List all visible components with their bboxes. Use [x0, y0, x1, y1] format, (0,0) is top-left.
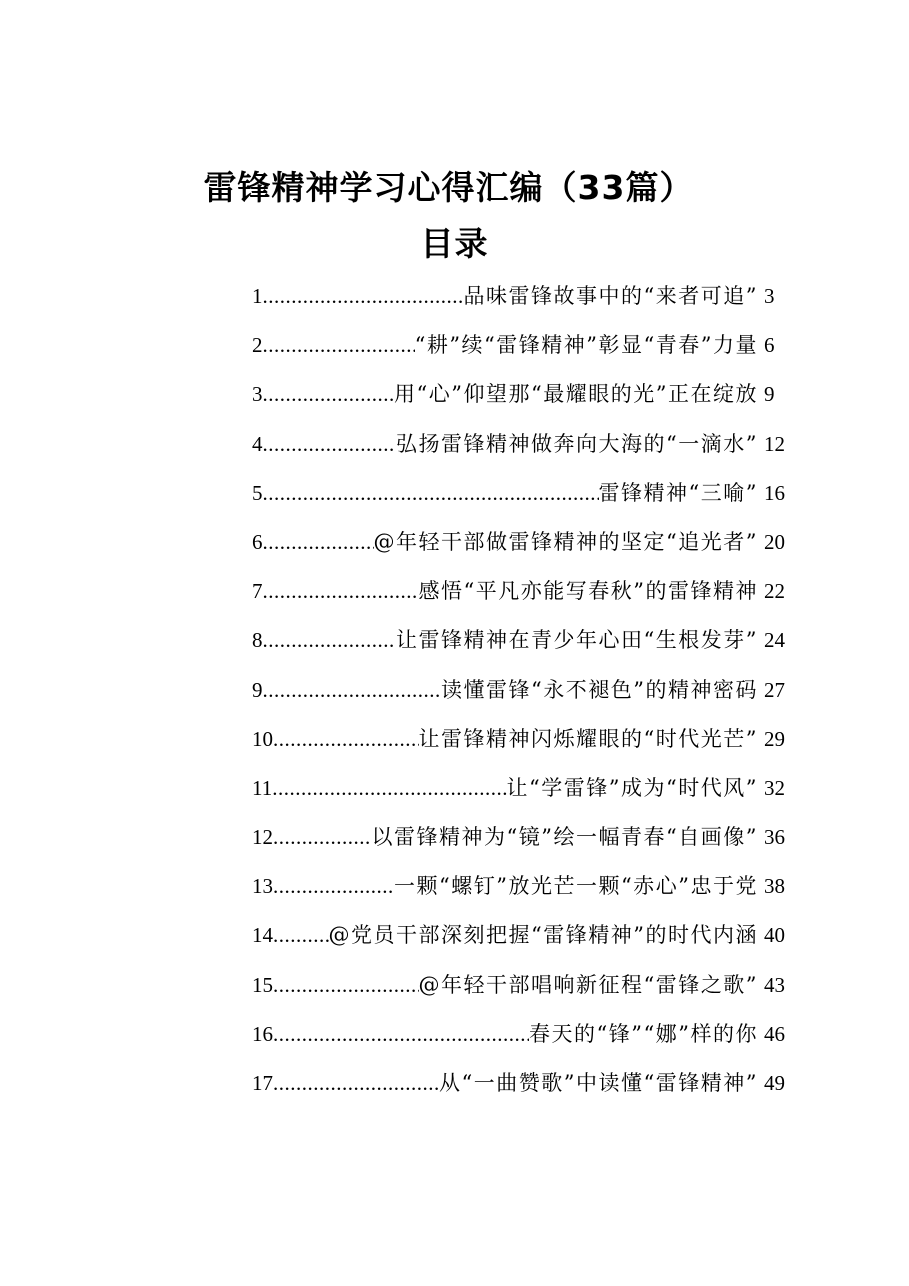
- toc-entry-number: 2: [252, 333, 263, 358]
- toc-entry[interactable]: [252, 622, 788, 671]
- toc-entry[interactable]: [252, 672, 788, 721]
- toc-entry-number: 12: [252, 825, 273, 850]
- toc-entry-title: 读懂雷锋“永不褪色”的精神密码: [441, 677, 758, 702]
- toc-entry-number: 14: [252, 923, 273, 948]
- toc-dot-leader: [263, 426, 397, 462]
- toc-dot-leader: [263, 278, 464, 314]
- toc-dot-leader: [273, 819, 372, 855]
- toc-entry[interactable]: [252, 426, 788, 475]
- toc-entry-number: 4: [252, 431, 263, 456]
- toc-dot-leader: [263, 327, 415, 363]
- toc-entry[interactable]: [252, 376, 788, 425]
- toc-entry-page: 12: [764, 431, 785, 456]
- toc-entry[interactable]: [252, 278, 788, 327]
- toc-dot-leader: [263, 622, 397, 658]
- toc-entry[interactable]: [252, 819, 788, 868]
- toc-heading: 目录: [420, 224, 489, 263]
- toc-dot-leader: [273, 1016, 529, 1052]
- toc-entry-number: 10: [252, 726, 273, 751]
- toc-entry-page: 46: [764, 1021, 785, 1046]
- toc-dot-leader: [273, 1065, 439, 1101]
- toc-entry[interactable]: [252, 573, 788, 622]
- toc-entry[interactable]: [252, 967, 788, 1016]
- toc-entry-title: 让雷锋精神在青少年心田“生根发芽”: [396, 628, 758, 653]
- toc-entry[interactable]: [252, 327, 788, 376]
- toc-entry-title: @年轻干部做雷锋精神的坚定“追光者”: [373, 529, 758, 554]
- toc-entry-number: 9: [252, 677, 263, 702]
- toc-dot-leader: [272, 770, 506, 806]
- toc-entry-title: “耕”续“雷锋精神”彰显“青春”力量: [414, 333, 758, 358]
- toc-entry-title: 春天的“锋”“娜”样的你: [529, 1021, 758, 1046]
- toc-dot-leader: [263, 672, 442, 708]
- toc-entry-title: 雷锋精神“三喻”: [598, 480, 758, 505]
- toc-entry-page: 36: [764, 825, 785, 850]
- toc-entry-page: 40: [764, 923, 785, 948]
- toc-entry-title: 一颗“螺钉”放光芒一颗“赤心”忠于党: [394, 874, 758, 899]
- toc-dot-leader: [263, 524, 374, 560]
- toc-entry-title: 让雷锋精神闪烁耀眼的“时代光芒”: [418, 726, 758, 751]
- toc-entry-title: 弘扬雷锋精神做奔向大海的“一滴水”: [396, 431, 758, 456]
- toc-entry-number: 3: [252, 382, 263, 407]
- toc-entry[interactable]: [252, 868, 788, 917]
- toc-entry-number: 7: [252, 579, 263, 604]
- toc-entry-number: 15: [252, 972, 273, 997]
- toc-entry-page: 29: [764, 726, 785, 751]
- toc-entry-title: 用“心”仰望那“最耀眼的光”正在绽放: [394, 382, 758, 407]
- toc-entry-page: 27: [764, 677, 785, 702]
- toc-entry-page: 43: [764, 972, 785, 997]
- toc-dot-leader: [273, 917, 329, 953]
- document-title: 雷锋精神学习心得汇编（33篇）: [203, 168, 694, 207]
- toc-entry-number: 1: [252, 284, 263, 308]
- toc-entry-page: 9: [764, 382, 775, 407]
- toc-entry-page: 22: [764, 579, 785, 604]
- toc-entry[interactable]: [252, 1065, 788, 1114]
- toc-dot-leader: [263, 573, 419, 609]
- toc-entry[interactable]: [252, 917, 788, 966]
- toc-entry-title: 感悟“平凡亦能写春秋”的雷锋精神: [418, 579, 758, 604]
- toc-dot-leader: [273, 868, 394, 904]
- toc-entry-title: @年轻干部唱响新征程“雷锋之歌”: [418, 972, 758, 997]
- toc-entry[interactable]: [252, 721, 788, 770]
- toc-entry-number: 17: [252, 1071, 273, 1095]
- toc-entry-number: 16: [252, 1021, 273, 1046]
- toc-entry[interactable]: [252, 1016, 788, 1065]
- toc-entry-number: 6: [252, 529, 263, 554]
- toc-entry-title: @党员干部深刻把握“雷锋精神”的时代内涵: [328, 923, 758, 948]
- toc-entry-page: 24: [764, 628, 785, 653]
- toc-entry-number: 11: [252, 775, 273, 800]
- toc-entry-title: 以雷锋精神为“镜”绘一幅青春“自画像”: [371, 825, 758, 850]
- toc-entry-title: 让“学雷锋”成为“时代风”: [506, 775, 758, 800]
- toc-entry[interactable]: [252, 475, 788, 524]
- toc-entry-number: 5: [252, 480, 263, 505]
- toc-dot-leader: [263, 475, 599, 511]
- toc-dot-leader: [273, 721, 419, 757]
- toc-dot-leader: [273, 967, 419, 1003]
- toc-entry-page: 49: [764, 1071, 785, 1095]
- toc-entry-number: 13: [252, 874, 273, 899]
- toc-entry-page: 38: [764, 874, 785, 899]
- toc-entry-page: 16: [764, 480, 785, 505]
- toc-dot-leader: [263, 376, 395, 412]
- table-of-contents: [252, 278, 788, 1114]
- toc-entry[interactable]: [252, 524, 788, 573]
- toc-entry-page: 32: [764, 775, 785, 800]
- toc-entry-title: 品味雷锋故事中的“来者可追”: [463, 284, 758, 308]
- toc-entry-page: 3: [764, 284, 775, 308]
- toc-entry-title: 从“一曲赞歌”中读懂“雷锋精神”: [439, 1071, 758, 1095]
- toc-entry-page: 20: [764, 529, 785, 554]
- toc-entry[interactable]: [252, 770, 788, 819]
- toc-entry-page: 6: [764, 333, 775, 358]
- toc-entry-number: 8: [252, 628, 263, 653]
